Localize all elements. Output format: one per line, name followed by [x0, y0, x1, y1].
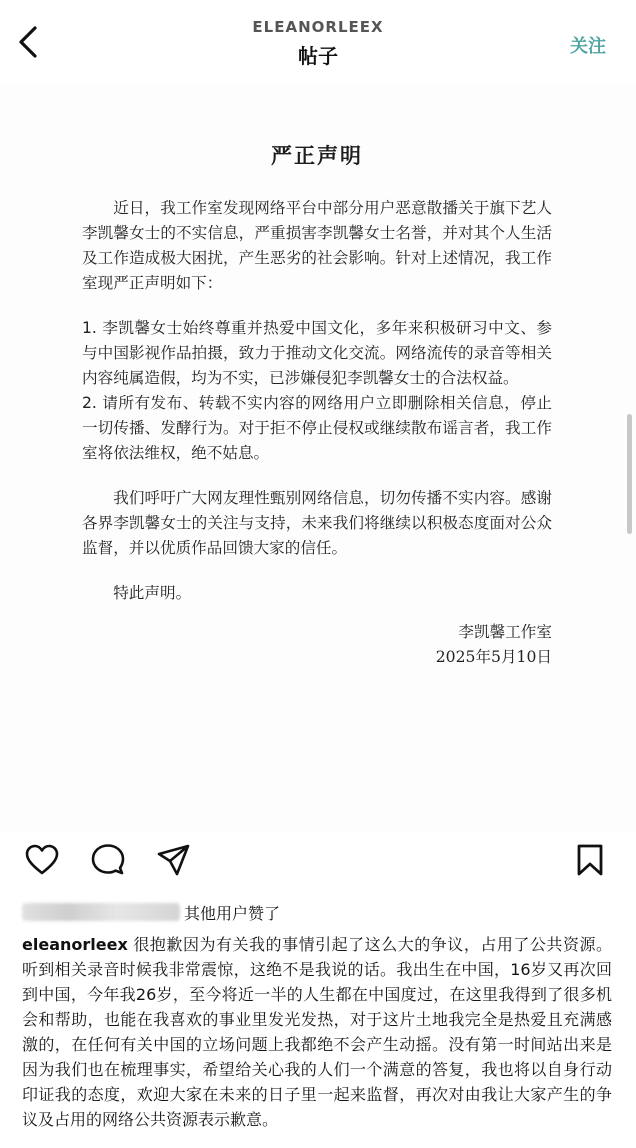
- post-caption: [22, 932, 612, 1132]
- likes-text: 其他用户赞了: [184, 903, 281, 923]
- statement-date: 2025年5月10日: [435, 648, 552, 666]
- share-icon: [157, 843, 191, 877]
- share-button[interactable]: [154, 838, 194, 882]
- follow-button[interactable]: 关注: [570, 36, 606, 57]
- statement-points: [82, 316, 552, 466]
- save-button[interactable]: [570, 838, 610, 882]
- caption-username[interactable]: eleanorleex: [22, 935, 128, 954]
- statement-intro: 近日，我工作室发现网络平台中部分用户恶意散播关于旗下艺人李凯馨女士的不实信息，严重损害李凯馨女士名誉，并对其个人生活及工作造成极大困扰，产生恶劣的社会影响。针对上述情况，我工作室现严正声明如下：: [82, 199, 552, 292]
- statement-signer: 李凯馨工作室: [458, 623, 552, 641]
- top-bar: [0, 0, 636, 84]
- comment-icon: [91, 843, 125, 877]
- page-title: 帖子: [298, 44, 338, 68]
- like-button[interactable]: [22, 838, 62, 882]
- action-bar: [0, 838, 636, 886]
- comment-button[interactable]: [88, 838, 128, 882]
- statement-title: 严正声明: [271, 144, 363, 168]
- statement-appeal: 我们呼吁广大网友理性甄别网络信息，切勿传播不实内容。感谢各界李凯馨女士的关注与支持，未来我们将继续以积极态度面对公众监督，并以优质作品回馈大家的信任。: [82, 489, 552, 557]
- post-image[interactable]: [0, 84, 636, 832]
- scrollbar[interactable]: [627, 414, 632, 534]
- statement-point-2: 2. 请所有发布、转载不实内容的网络用户立即删除相关信息，停止一切传播、发酵行为。对于拒不停止侵权或继续散布谣言者，我工作室将依法维权，绝不姑息。: [82, 394, 552, 462]
- statement-document: [82, 140, 552, 670]
- bookmark-icon: [576, 843, 604, 877]
- likes-row[interactable]: [22, 900, 280, 924]
- statement-point-1: 1. 李凯馨女士始终尊重并热爱中国文化，多年来积极研习中文、参与中国影视作品拍摄，致力于推动文化交流。网络流传的录音等相关内容纯属造假，均为不实，已涉嫌侵犯李凯馨女士的合法权益。: [82, 319, 552, 387]
- header-username: ELEANORLEEX: [252, 18, 384, 36]
- blurred-username: [22, 903, 180, 921]
- heart-icon: [25, 844, 59, 876]
- caption-text: 很抱歉因为有关我的事情引起了这么大的争议，占用了公共资源。听到相关录音时候我非常震惊，这绝不是我说的话。我出生在中国，16岁又再次回到中国，今年我26岁，至今将近一半的人生都在中国度过，在这里我得到了很多机会和帮助，也能在我喜欢的事业里发光发热，对于这片土地我完全是热爱且充满感激的，在任何有关中国的立场问题上我都绝不会产生动摇。没有第一时间站出来是因为我们也在梳理事实，希望给关心我的人们一个满意的答复，我也将以自身行动印证我的态度，欢迎大家在未来的日子里一起来监督，再次对由我让大家产生的争议及占用的网络公共资源表示歉意。: [22, 935, 612, 1129]
- statement-closing: 特此声明。: [113, 584, 192, 602]
